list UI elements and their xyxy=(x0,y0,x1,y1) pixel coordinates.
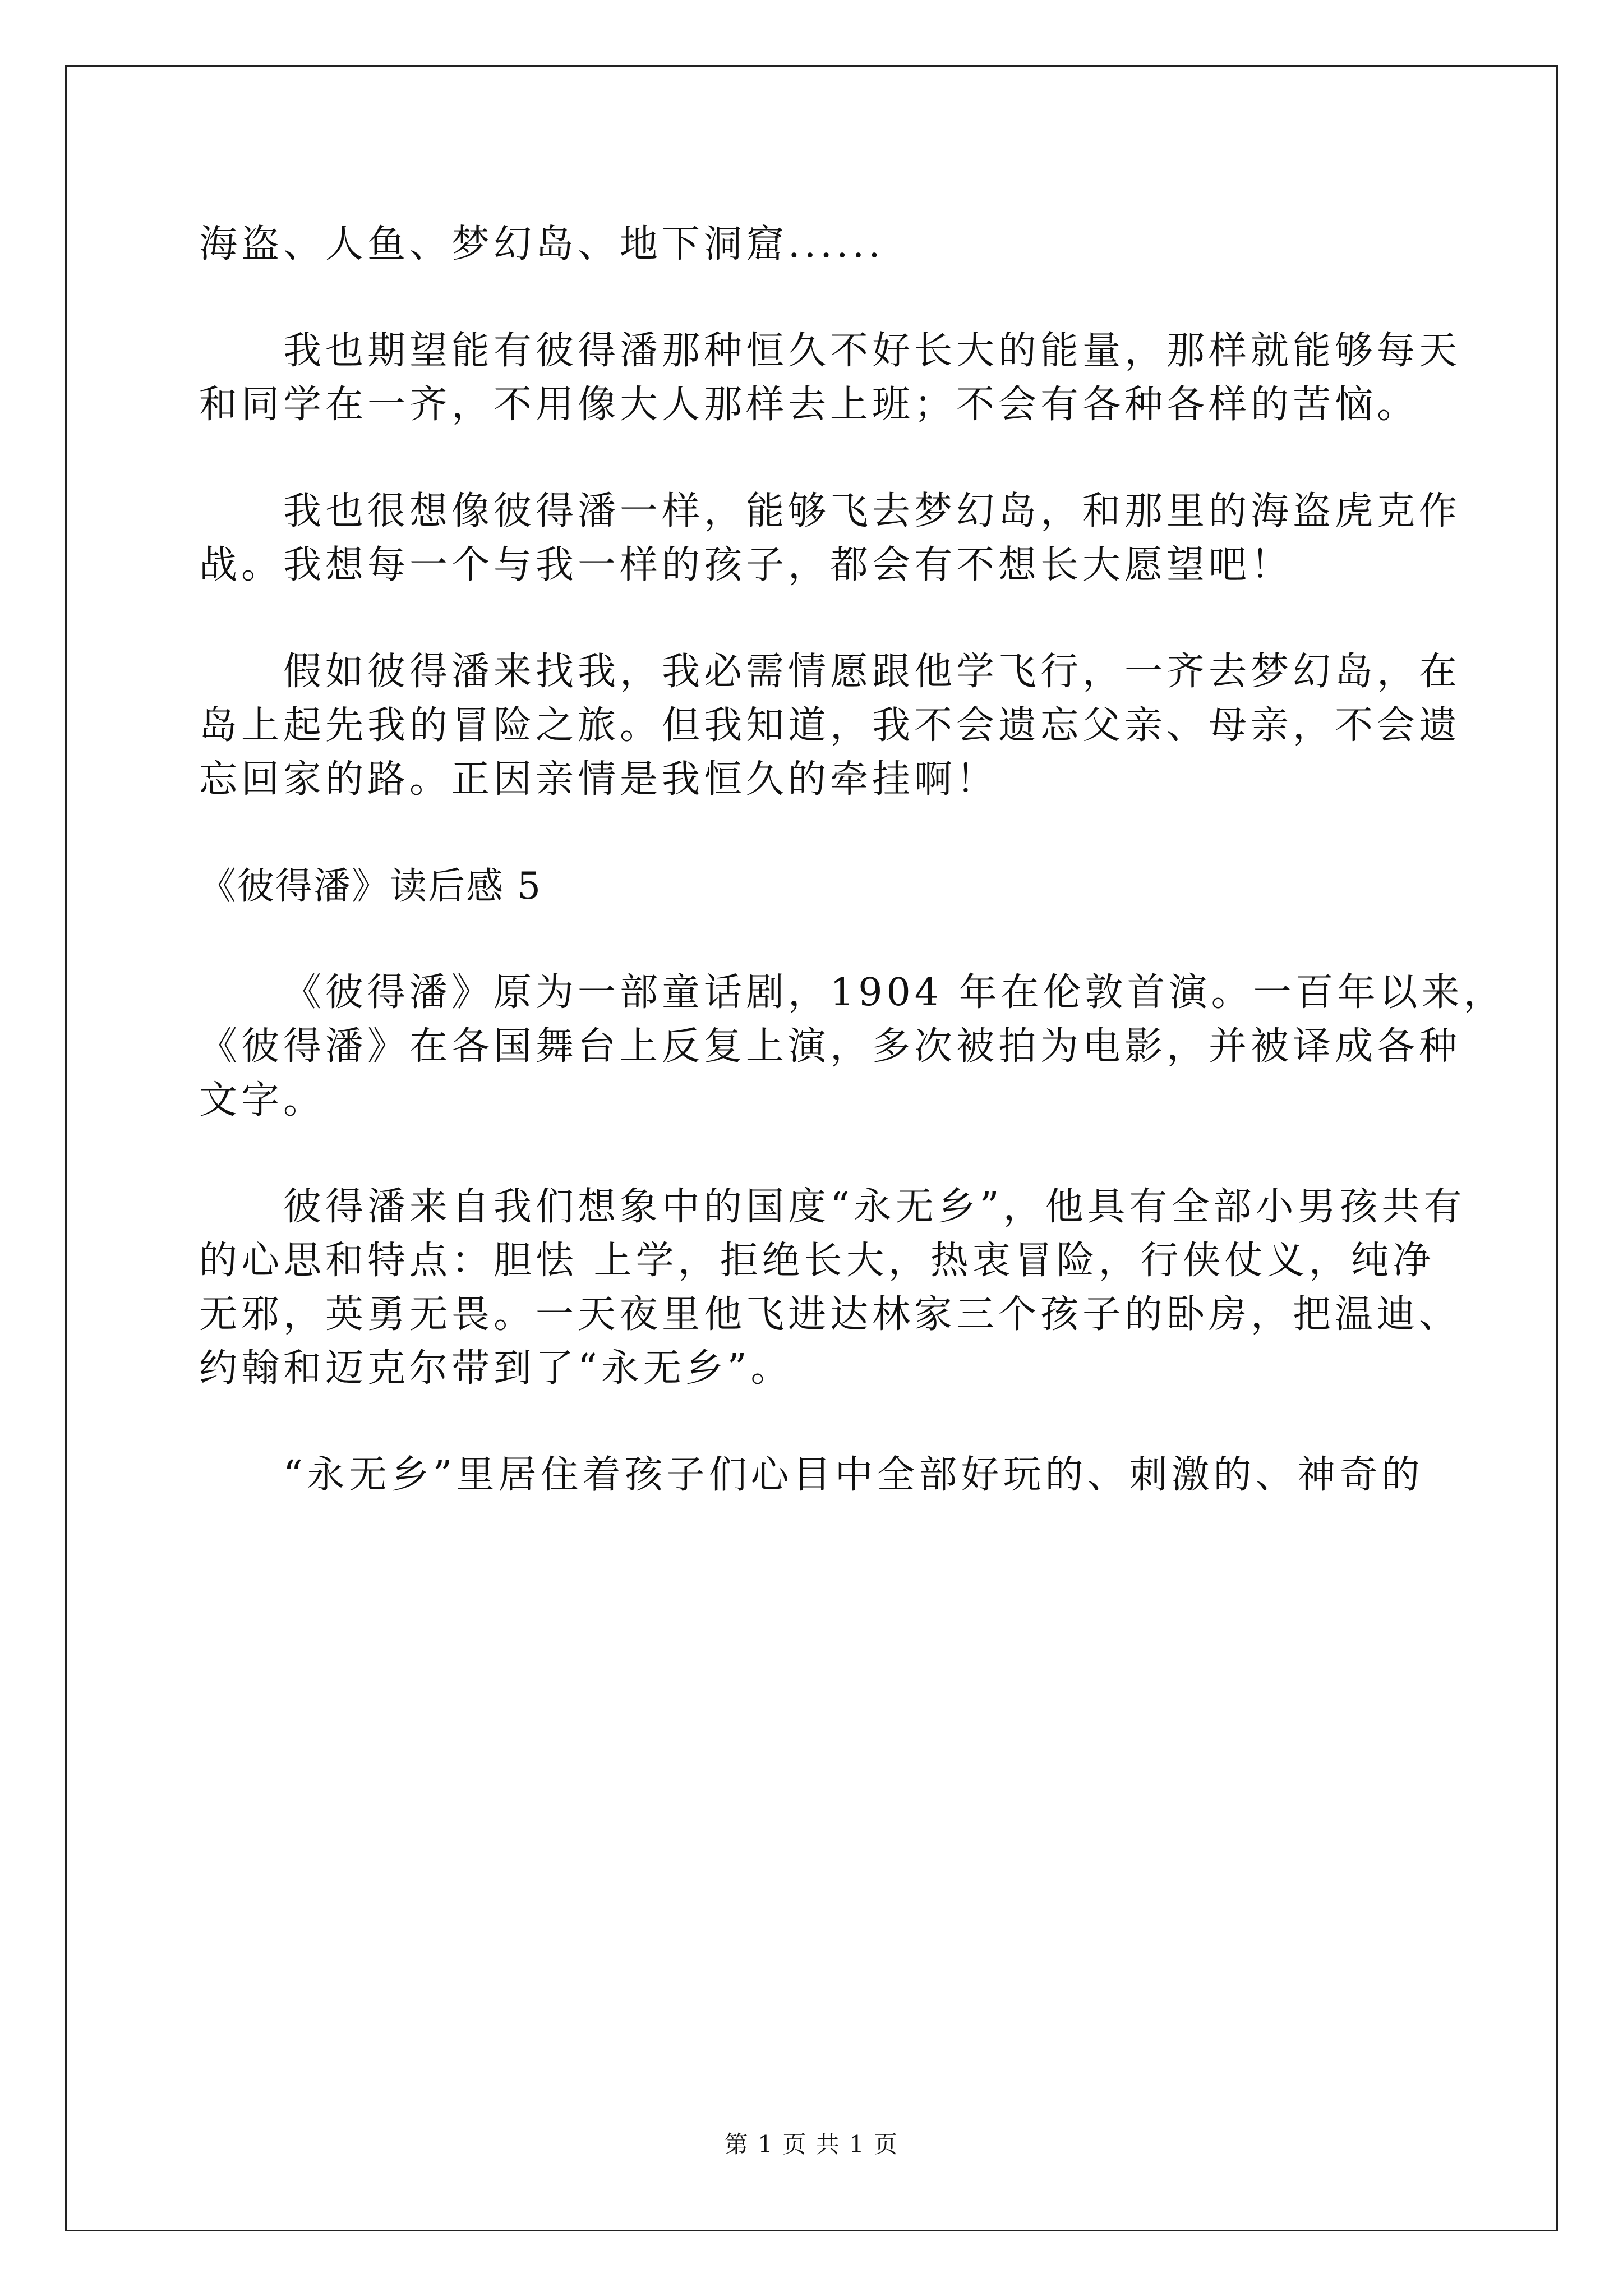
text-line: 约翰和迈克尔带到了“永无乡”。 xyxy=(199,1346,793,1391)
text-line: 彼得潘来自我们想象中的国度“永无乡”，他具有全部小男孩共有 xyxy=(283,1185,1466,1229)
text-line: 战。我想每一个与我一样的孩子，都会有不想长大愿望吧！ xyxy=(199,543,1293,587)
text-line: 无邪，英勇无畏。一天夜里他飞进达林家三个孩子的卧房，把温迪、 xyxy=(199,1292,1461,1337)
text-line: “永无乡”里居住着孩子们心目中全部好玩的、刺激的、神奇的 xyxy=(283,1453,1424,1497)
text-line: 岛上起先我的冒险之旅。但我知道，我不会遗忘父亲、母亲，不会遗 xyxy=(199,703,1461,748)
text-line: 和同学在一齐，不用像大人那样去上班；不会有各种各样的苦恼。 xyxy=(199,383,1419,427)
text-line: 我也很想像彼得潘一样，能够飞去梦幻岛，和那里的海盗虎克作 xyxy=(283,489,1461,533)
text-line: 的心思和特点：胆怯 上学，拒绝长大，热衷冒险，行侠仗义，纯净 xyxy=(199,1239,1435,1283)
text-line: 假如彼得潘来找我，我必需情愿跟他学飞行，一齐去梦幻岛，在 xyxy=(283,650,1461,694)
document-body xyxy=(199,218,1506,1502)
section-heading: 《彼得潘》读后感 5 xyxy=(199,864,542,908)
text-line: 我也期望能有彼得潘那种恒久不好长大的能量，那样就能够每天 xyxy=(283,329,1461,373)
text-line: 文字。 xyxy=(199,1078,326,1122)
page-footer: 第 1 页 共 1 页 xyxy=(724,2131,899,2158)
text-line: 忘回家的路。正因亲情是我恒久的牵挂啊！ xyxy=(199,757,999,802)
text-line: 海盗、人鱼、梦幻岛、地下洞窟...... xyxy=(199,222,884,266)
text-line: 《彼得潘》在各国舞台上反复上演，多次被拍为电影，并被译成各种 xyxy=(199,1024,1461,1069)
text-line: 《彼得潘》原为一部童话剧，1904 年在伦敦首演。一百年以来， xyxy=(283,970,1506,1015)
